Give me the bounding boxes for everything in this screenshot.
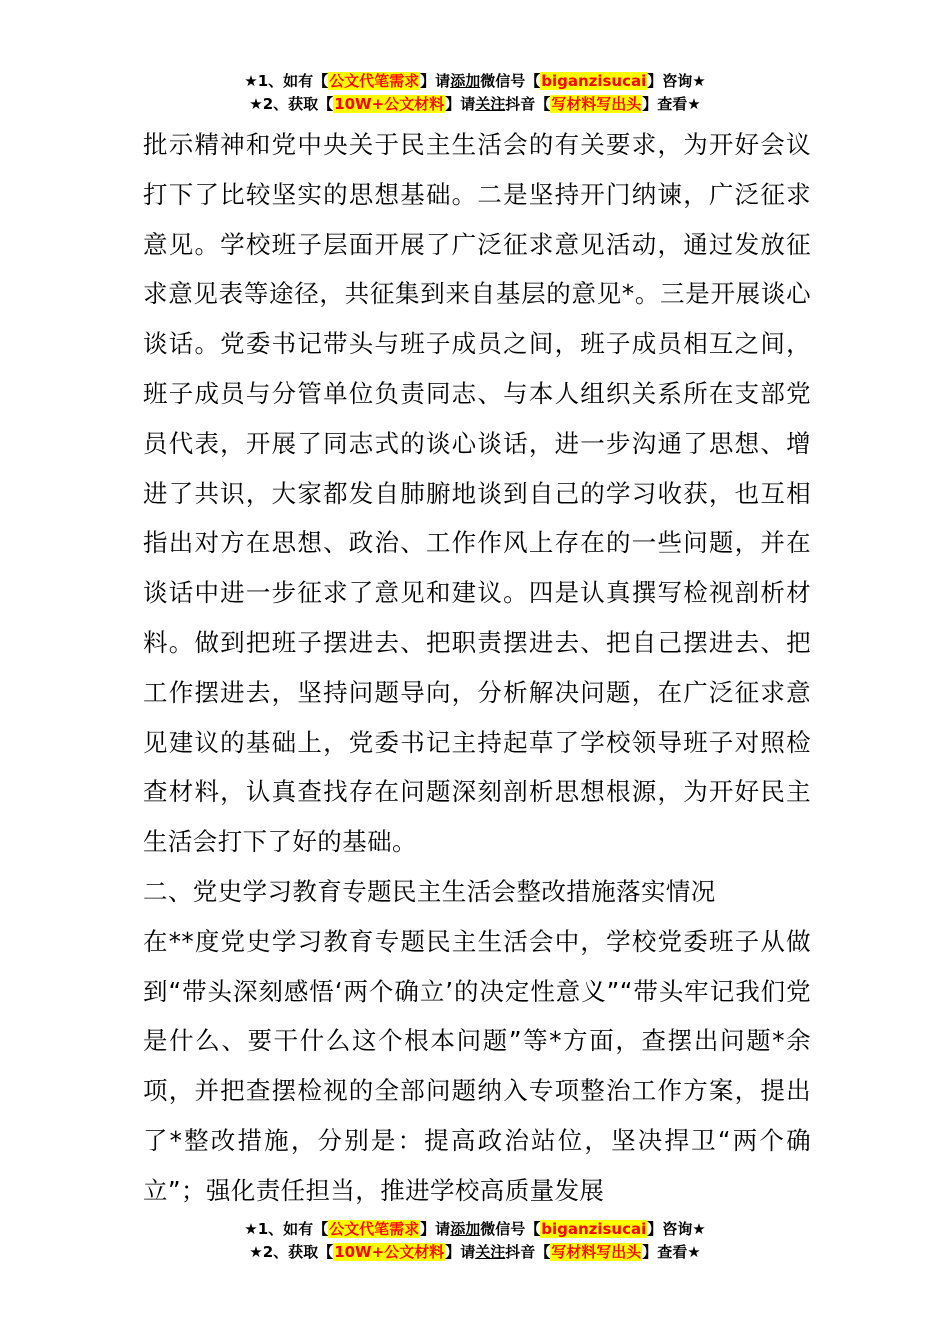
header-banner-line-1 — [0, 70, 950, 93]
document-body — [143, 120, 811, 1216]
banner-text: 】请 — [445, 95, 476, 113]
banner-text: 微信号【 — [480, 72, 541, 90]
highlight-douyin-account: 写材料写出头 — [551, 1243, 642, 1261]
banner-text: ★1、如有【 — [244, 72, 329, 90]
banner-underlined-text: 关注 — [475, 1243, 506, 1261]
banner-text: ★1、如有【 — [244, 1220, 329, 1238]
banner-text: 】查看★ — [642, 1243, 701, 1261]
highlight-service-label: 公文代笔需求 — [329, 1220, 420, 1238]
banner-text: 】查看★ — [642, 95, 701, 113]
footer-banner-line-1 — [0, 1218, 950, 1241]
banner-text: ★2、获取【 — [249, 1243, 334, 1261]
highlight-wechat-id: biganzisucai — [541, 1220, 647, 1238]
banner-text: 微信号【 — [480, 1220, 541, 1238]
banner-text: 】咨询★ — [647, 1220, 706, 1238]
banner-underlined-text: 添加 — [450, 1220, 481, 1238]
banner-underlined-text: 添加 — [450, 72, 481, 90]
body-paragraph: 在**度党史学习教育专题民主生活会中，学校党委班子从做到“带头深刻感悟‘两个确立’的决定性意义”“带头牢记我们党是什么、要干什么这个根本问题”等*方面，查摆出问题*余项，并把查摆检视的全部问题纳入专项整治工作方案，提出了*整改措施，分别是：提高政治站位，坚决捍卫“两个确立”；强化责任担当，推进学校高质量发展 — [143, 926, 811, 1205]
banner-text: 抖音【 — [505, 1243, 551, 1261]
banner-text: 】咨询★ — [647, 72, 706, 90]
header-banner-line-2 — [0, 93, 950, 116]
banner-underlined-text: 关注 — [475, 95, 506, 113]
banner-text: 】请 — [445, 1243, 476, 1261]
footer-banner — [0, 1218, 950, 1264]
banner-text: ★2、获取【 — [249, 95, 334, 113]
highlight-materials-label: 10W+公文材料 — [334, 95, 445, 113]
body-paragraph: 批示精神和党中央关于民主生活会的有关要求，为开好会议打下了比较坚实的思想基础。二是坚持开门纳谏，广泛征求意见。学校班子层面开展了广泛征求意见活动，通过发放征求意见表等途径，共征集到来自基层的意见*。三是开展谈心谈话。党委书记带头与班子成员之间，班子成员相互之间，班子成员与分管单位负责同志、与本人组织关系所在支部党员代表，开展了同志式的谈心谈话，进一步沟通了思想、增进了共识，大家都发自肺腑地谈到自己的学习收获，也互相指出对方在思想、政治、工作作风上存在的一些问题，并在谈话中进一步征求了意见和建议。四是认真撰写检视剖析材料。做到把班子摆进去、把职责摆进去、把自己摆进去、把工作摆进去，坚持问题导向，分析解决问题，在广泛征求意见建议的基础上，党委书记主持起草了学校领导班子对照检查材料，认真查找存在问题深刻剖析思想根源，为开好民主生活会打下了好的基础。 — [143, 130, 811, 857]
highlight-wechat-id: biganzisucai — [541, 72, 647, 90]
footer-banner-line-2 — [0, 1241, 950, 1264]
highlight-service-label: 公文代笔需求 — [329, 72, 420, 90]
highlight-douyin-account: 写材料写出头 — [551, 95, 642, 113]
banner-text: 】请 — [420, 1220, 451, 1238]
header-banner — [0, 70, 950, 116]
section-heading: 二、党史学习教育专题民主生活会整改措施落实情况 — [143, 876, 716, 906]
banner-text: 抖音【 — [505, 95, 551, 113]
banner-text: 】请 — [420, 72, 451, 90]
highlight-materials-label: 10W+公文材料 — [334, 1243, 445, 1261]
